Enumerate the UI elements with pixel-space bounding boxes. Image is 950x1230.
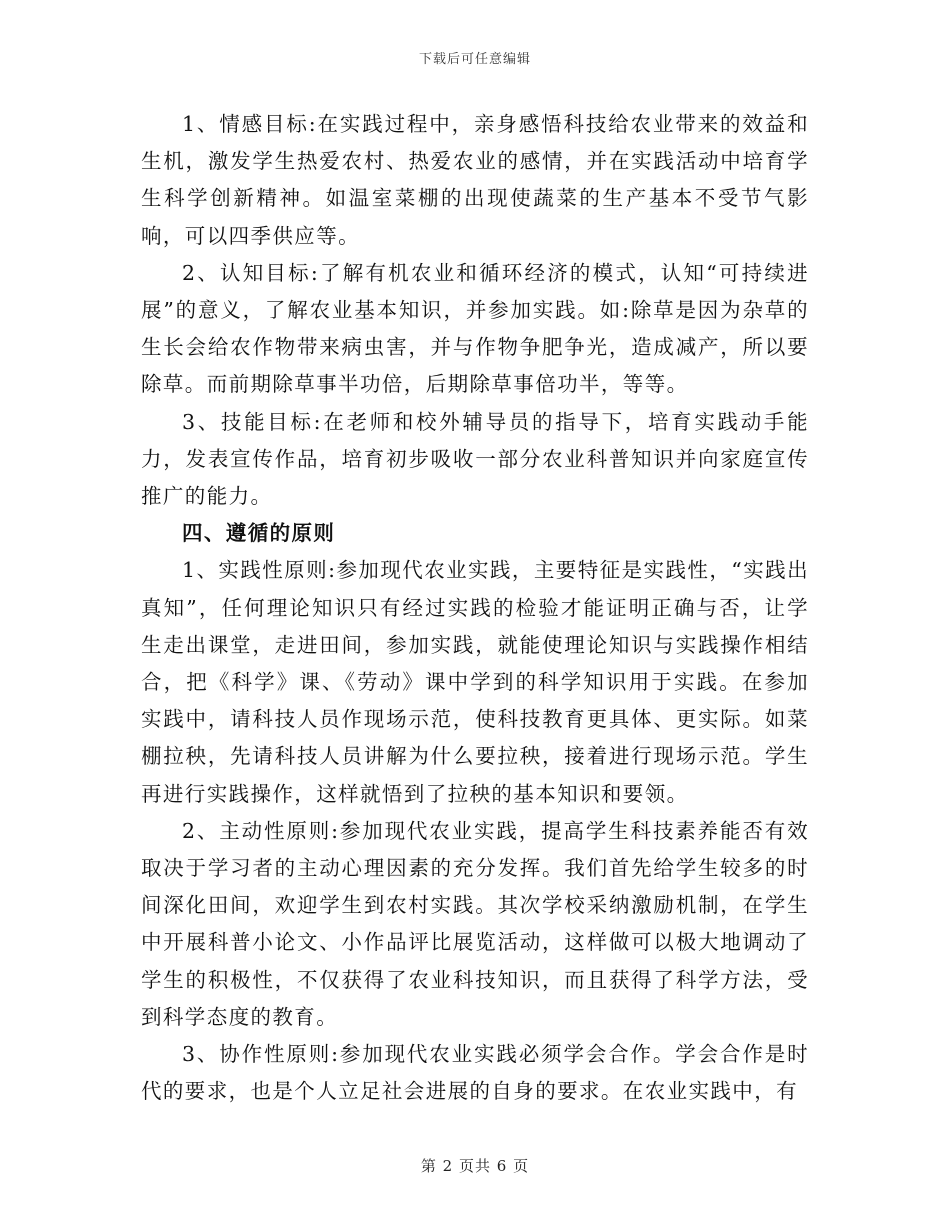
paragraph-cognitive-goal: 2、认知目标:了解有机农业和循环经济的模式，认知“可持续进展”的意义，了解农业基本知识，并参加实践。如:除草是因为杂草的生长会给农作物带来病虫害，并与作物争肥争光，造成减产，所以要除草。而前期除草事半功倍，后期除草事倍功半，等等。 [141, 260, 809, 397]
paragraph-skill-goal: 3、技能目标:在老师和校外辅导员的指导下，培育实践动手能力，发表宣传作品，培育初步吸收一部分农业科普知识并向家庭宣传推广的能力。 [141, 409, 809, 509]
page-header: 下载后可任意编辑 [418, 52, 531, 67]
paragraph-emotional-goal: 1、情感目标:在实践过程中，亲身感悟科技给农业带来的效益和生机，激发学生热爱农村、热爱农业的感情，并在实践活动中培育学生科学创新精神。如温室菜棚的出现使蔬菜的生产基本不受节气影响，可以四季供应等。 [141, 112, 809, 248]
page-number: 第 2 页共 6 页 [420, 1157, 530, 1175]
section-heading-principles: 四、遵循的原则 [182, 521, 336, 546]
document-body [141, 106, 809, 1110]
paragraph-practice-principle: 1、实践性原则:参加现代农业实践，主要特征是实践性，“实践出真知”，任何理论知识只有经过实践的检验才能证明正确与否，让学生走出课堂，走进田间，参加实践，就能使理论知识与实践操作相结合，把《科学》课、《劳动》课中学到的科学知识用于实践。在参加实践中，请科技人员作现场示范，使科技教育更具体、更实际。如菜棚拉秧，先请科技人员讲解为什么要拉秧，接着进行现场示范。学生再进行实践操作，这样就悟到了拉秧的基本知识和要领。 [141, 558, 809, 806]
paragraph-cooperation-principle: 3、协作性原则:参加现代农业实践必须学会合作。学会合作是时代的要求，也是个人立足社会进展的自身的要求。在农业实践中，有 [141, 1042, 809, 1104]
paragraph-initiative-principle: 2、主动性原则:参加现代农业实践，提高学生科技素养能否有效取决于学习者的主动心理因素的充分发挥。我们首先给学生较多的时间深化田间，欢迎学生到农村实践。其次学校采纳激励机制，在学生中开展科普小论文、小作品评比展览活动，这样做可以极大地调动了学生的积极性，不仅获得了农业科技知识，而且获得了科学方法，受到科学态度的教育。 [141, 818, 809, 1029]
